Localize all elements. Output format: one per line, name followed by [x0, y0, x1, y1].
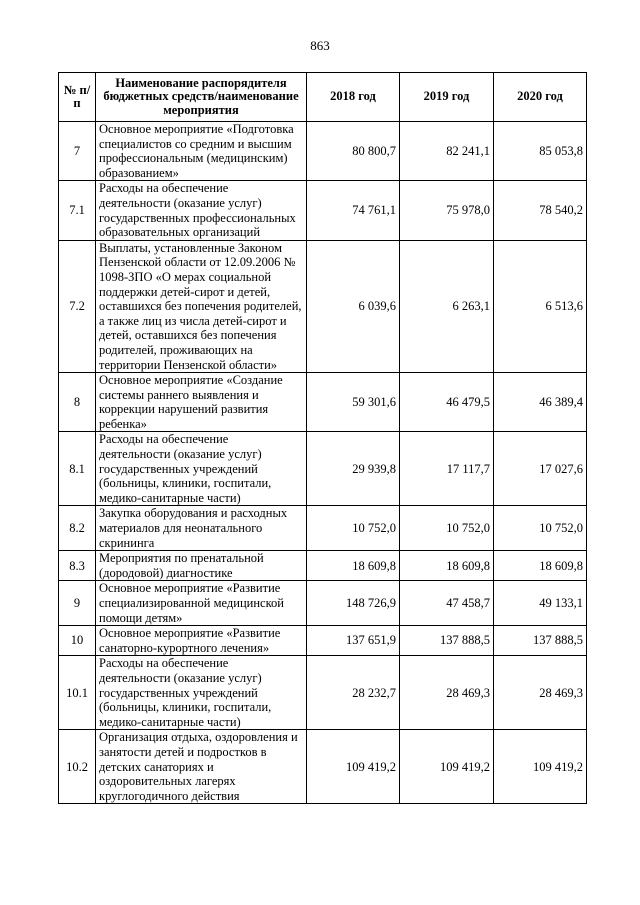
row-value-2020: 109 419,2: [494, 730, 587, 804]
row-number: 9: [59, 581, 96, 626]
row-number: 10.2: [59, 730, 96, 804]
row-name: Организация отдыха, оздоровления и занятости детей и подростков в детских санаториях и оздоровительных лагерях круглогодичного действия: [96, 730, 307, 804]
row-value-2019: 82 241,1: [400, 122, 494, 181]
row-value-2019: 137 888,5: [400, 626, 494, 656]
table-row: [59, 506, 587, 551]
row-name: Основное мероприятие «Развитие специализированной медицинской помощи детям»: [96, 581, 307, 626]
row-value-2020: 78 540,2: [494, 181, 587, 240]
row-value-2020: 17 027,6: [494, 432, 587, 506]
row-name: Расходы на обеспечение деятельности (оказание услуг) государственных профессиональных образовательных организаций: [96, 181, 307, 240]
row-value-2018: 80 800,7: [307, 122, 400, 181]
table-row: [59, 181, 587, 240]
row-value-2019: 6 263,1: [400, 240, 494, 372]
header-2019: 2019 год: [400, 73, 494, 122]
table-row: [59, 656, 587, 730]
row-value-2019: 18 609,8: [400, 551, 494, 581]
table-row: [59, 626, 587, 656]
row-value-2019: 75 978,0: [400, 181, 494, 240]
row-value-2018: 59 301,6: [307, 373, 400, 432]
row-value-2020: 85 053,8: [494, 122, 587, 181]
row-value-2018: 148 726,9: [307, 581, 400, 626]
row-value-2020: 6 513,6: [494, 240, 587, 372]
row-number: 7.2: [59, 240, 96, 372]
header-2018: 2018 год: [307, 73, 400, 122]
row-value-2019: 109 419,2: [400, 730, 494, 804]
row-name: Выплаты, установленные Законом Пензенской области от 12.09.2006 № 1098-ЗПО «О мерах социальной поддержки детей-сирот и детей, оставшихся без попечения родителей, а также лиц из числа детей-сирот и детей, оставшихся без попечения родителей, проживающих на территории Пензенской области»: [96, 240, 307, 372]
table-row: [59, 581, 587, 626]
row-number: 8: [59, 373, 96, 432]
row-value-2019: 10 752,0: [400, 506, 494, 551]
row-number: 10: [59, 626, 96, 656]
row-value-2020: 28 469,3: [494, 656, 587, 730]
row-name: Основное мероприятие «Подготовка специалистов со средним и высшим профессиональным (медицинским) образованием»: [96, 122, 307, 181]
row-number: 8.2: [59, 506, 96, 551]
header-number: № п/п: [59, 73, 96, 122]
header-2020: 2020 год: [494, 73, 587, 122]
row-value-2018: 137 651,9: [307, 626, 400, 656]
table-header-row: [59, 73, 587, 122]
table-row: [59, 122, 587, 181]
table-row: [59, 373, 587, 432]
row-name: Расходы на обеспечение деятельности (оказание услуг) государственных учреждений (больницы, клиники, госпитали, медико-санитарные части): [96, 432, 307, 506]
row-value-2019: 28 469,3: [400, 656, 494, 730]
header-name: Наименование распорядителя бюджетных средств/наименование мероприятия: [96, 73, 307, 122]
row-number: 8.1: [59, 432, 96, 506]
budget-table: [58, 72, 587, 804]
row-value-2018: 6 039,6: [307, 240, 400, 372]
row-value-2018: 10 752,0: [307, 506, 400, 551]
row-value-2019: 46 479,5: [400, 373, 494, 432]
table-row: [59, 730, 587, 804]
page-number: 863: [310, 38, 330, 53]
row-value-2019: 47 458,7: [400, 581, 494, 626]
row-value-2020: 49 133,1: [494, 581, 587, 626]
row-name: Закупка оборудования и расходных материалов для неонатального скрининга: [96, 506, 307, 551]
row-name: Расходы на обеспечение деятельности (оказание услуг) государственных учреждений (больницы, клиники, госпитали, медико-санитарные части): [96, 656, 307, 730]
row-value-2020: 137 888,5: [494, 626, 587, 656]
row-name: Основное мероприятие «Создание системы раннего выявления и коррекции нарушений развития ребенка»: [96, 373, 307, 432]
row-number: 10.1: [59, 656, 96, 730]
table-row: [59, 432, 587, 506]
row-value-2018: 18 609,8: [307, 551, 400, 581]
row-value-2018: 28 232,7: [307, 656, 400, 730]
row-value-2020: 46 389,4: [494, 373, 587, 432]
row-number: 8.3: [59, 551, 96, 581]
table-row: [59, 240, 587, 372]
row-value-2019: 17 117,7: [400, 432, 494, 506]
row-name: Основное мероприятие «Развитие санаторно-курортного лечения»: [96, 626, 307, 656]
row-number: 7.1: [59, 181, 96, 240]
row-value-2018: 29 939,8: [307, 432, 400, 506]
row-value-2018: 109 419,2: [307, 730, 400, 804]
row-value-2020: 10 752,0: [494, 506, 587, 551]
row-name: Мероприятия по пренатальной (дородовой) диагностике: [96, 551, 307, 581]
row-value-2018: 74 761,1: [307, 181, 400, 240]
row-value-2020: 18 609,8: [494, 551, 587, 581]
row-number: 7: [59, 122, 96, 181]
table-row: [59, 551, 587, 581]
